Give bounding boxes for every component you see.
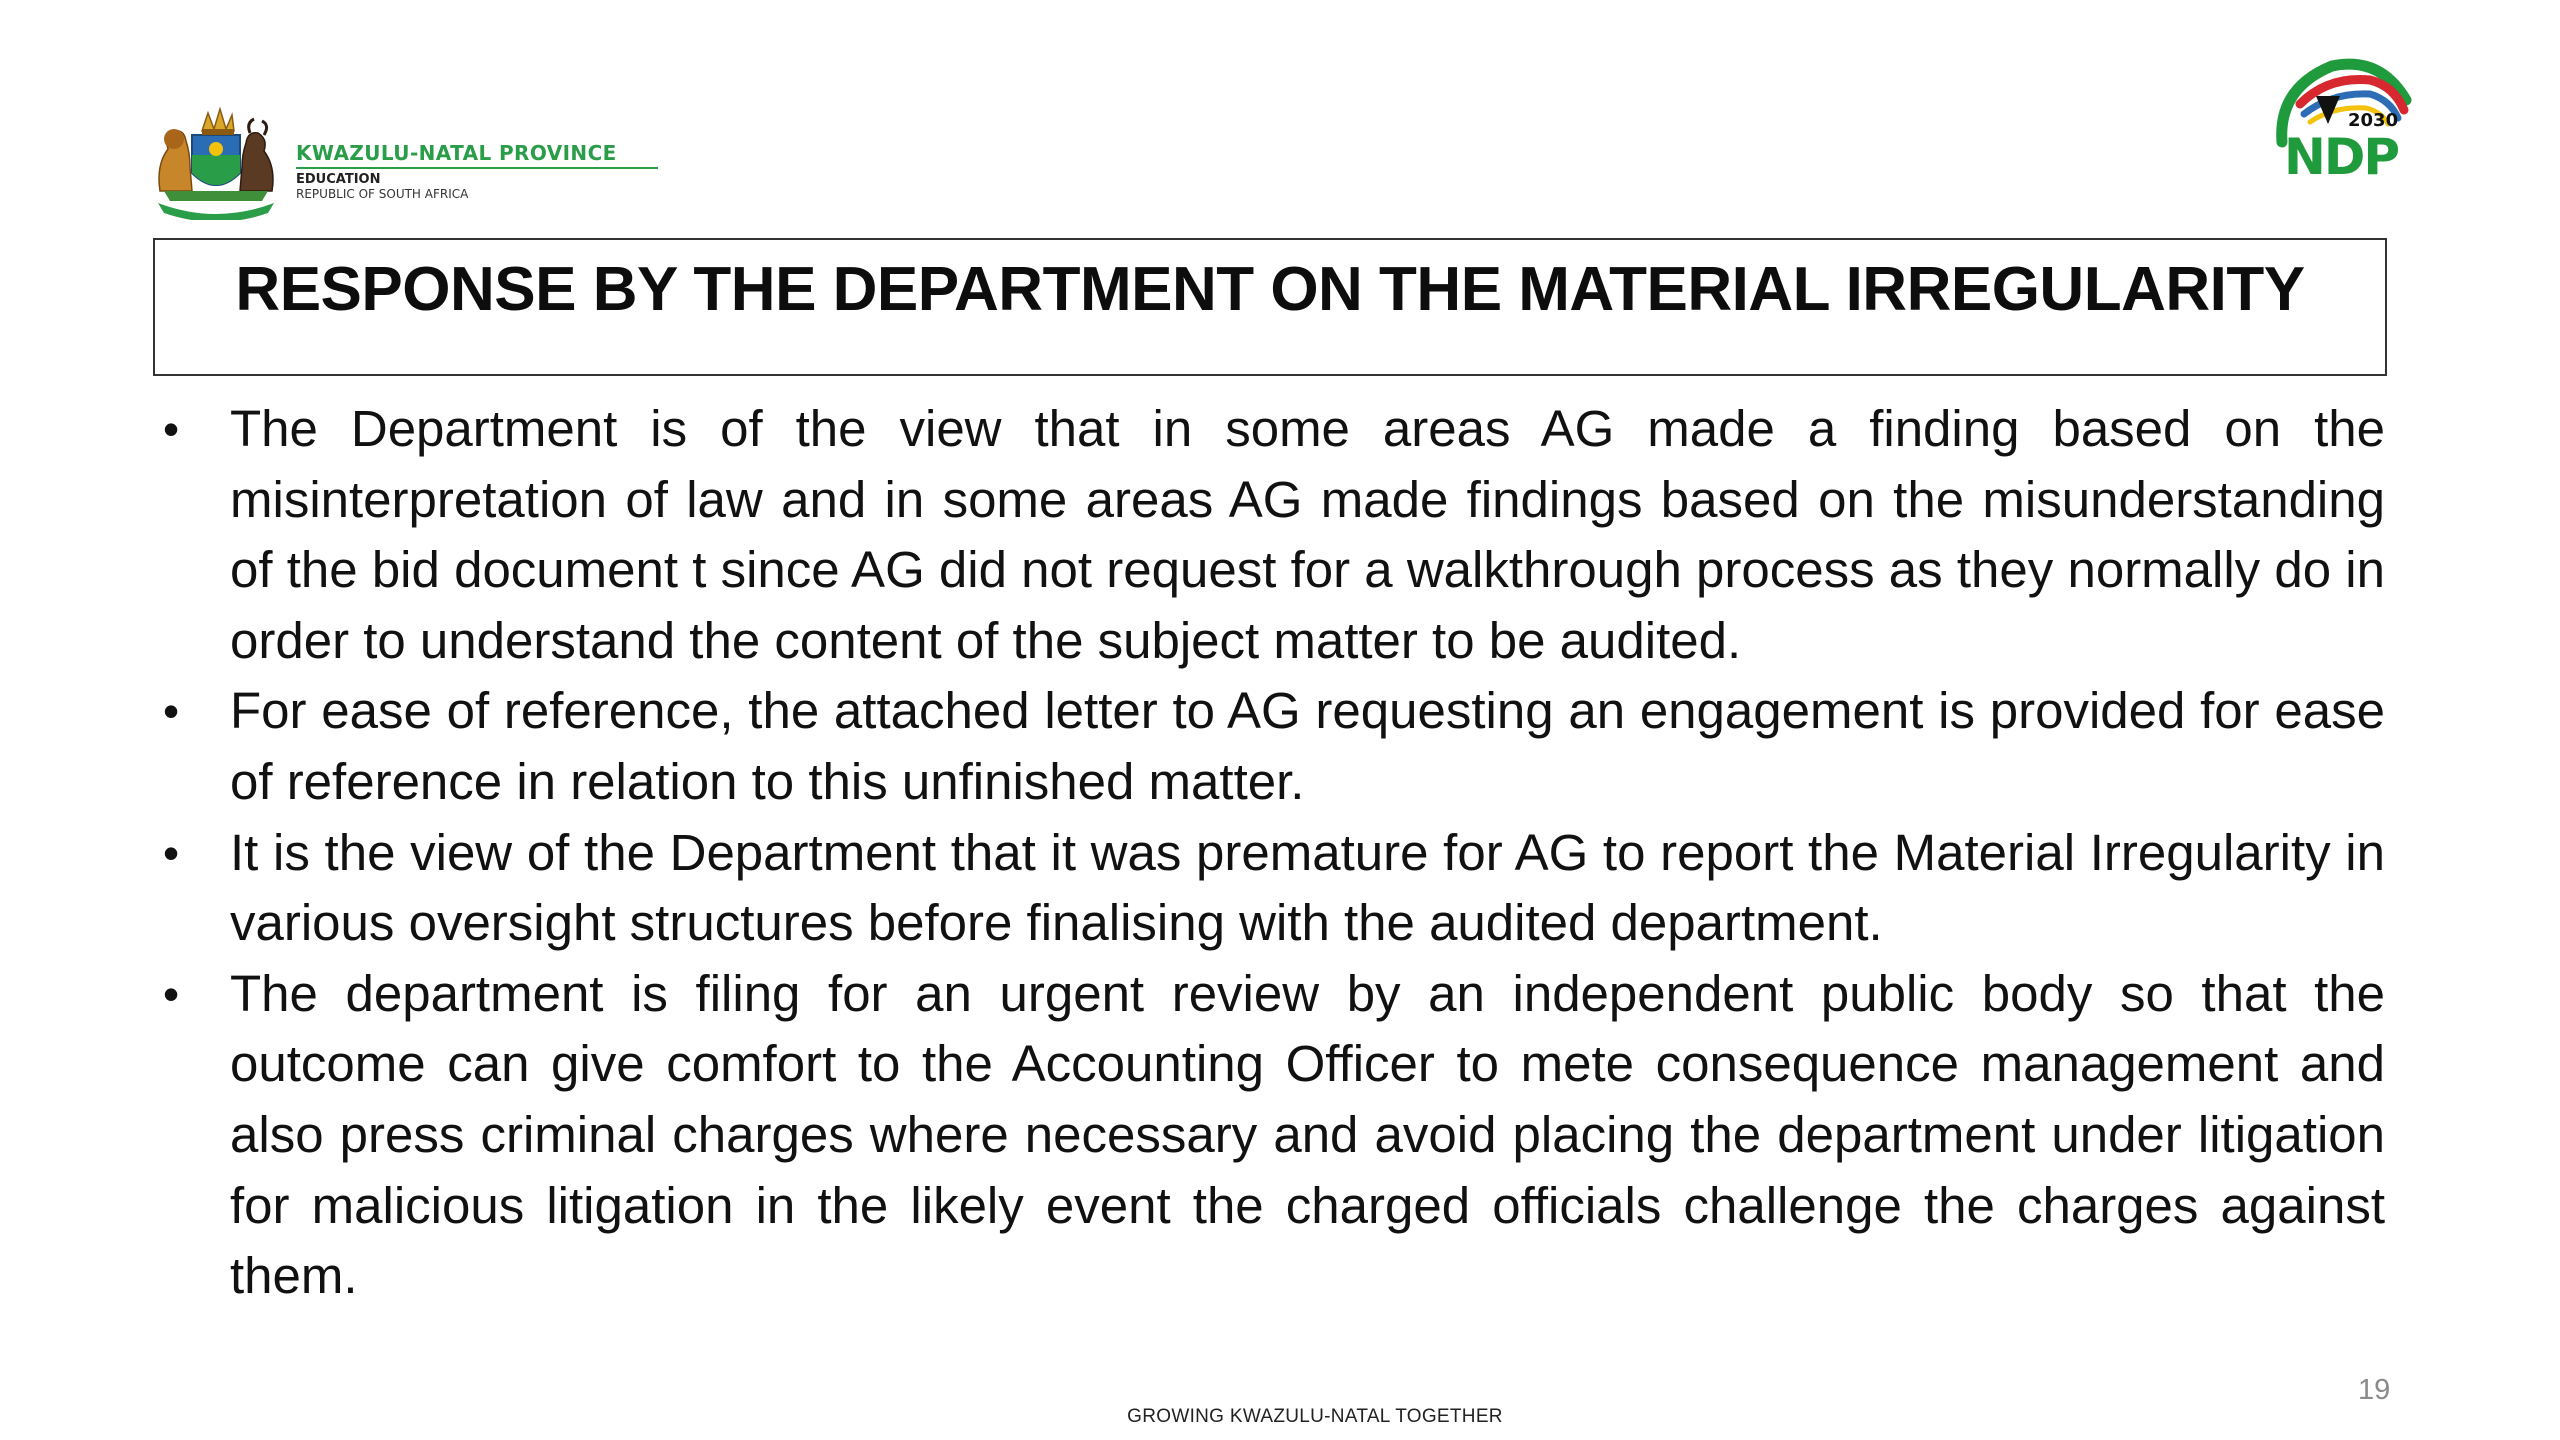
bullet-text: It is the view of the Department that it was premature for AG to report the Material Irregularity in various oversight structures before finalising with the audited department. [230, 823, 2385, 952]
page-number: 19 [2358, 1374, 2391, 1406]
coat-of-arms-icon [150, 95, 282, 220]
bullet-text: The department is filing for an urgent review by an independent public body so that the outcome can give comfort to the Accounting Officer to mete consequence management and also press criminal charges where necessary and avoid placing the department under litigation for malicious litigation in the likely event the charged officials challenge the charges against them. [230, 964, 2385, 1305]
slide-title: RESPONSE BY THE DEPARTMENT ON THE MATERIAL IRREGULARITY [235, 255, 2305, 324]
ndp-year: 2030 [2348, 110, 2399, 131]
bullet-icon: • [163, 967, 180, 1020]
bullet-text: The Department is of the view that in some areas AG made a finding based on the misinterpretation of law and in some areas AG made findings based on the misunderstanding of the bid document t since AG did not request for a walkthrough process as they normally do in order to understand the content of the subject matter to be audited. [230, 400, 2385, 669]
bullet-icon: • [163, 826, 180, 879]
org-divider [296, 167, 658, 169]
ndp-acronym: NDP [2284, 128, 2398, 186]
country-name: REPUBLIC OF SOUTH AFRICA [296, 187, 469, 201]
province-name: KWAZULU-NATAL PROVINCE [296, 141, 617, 165]
kzn-education-logo [150, 95, 670, 220]
bullet-item [160, 394, 2385, 676]
footer-slogan: GROWING KWAZULU-NATAL TOGETHER [1127, 1406, 1503, 1427]
bullet-item [160, 818, 2385, 959]
ndp-emblem-icon [2270, 58, 2412, 186]
bullet-icon: • [163, 403, 180, 455]
bullet-list [160, 394, 2385, 1312]
bullet-icon: • [163, 685, 180, 738]
title-box [153, 238, 2387, 376]
department-name: EDUCATION [296, 172, 381, 187]
ndp-2030-logo [2270, 58, 2412, 186]
org-text-block [296, 141, 676, 201]
bullet-item [160, 959, 2385, 1312]
bullet-text: For ease of reference, the attached letter to AG requesting an engagement is provided for ease of reference in relation to this unfinished matter. [230, 682, 2385, 810]
bullet-item [160, 676, 2385, 817]
